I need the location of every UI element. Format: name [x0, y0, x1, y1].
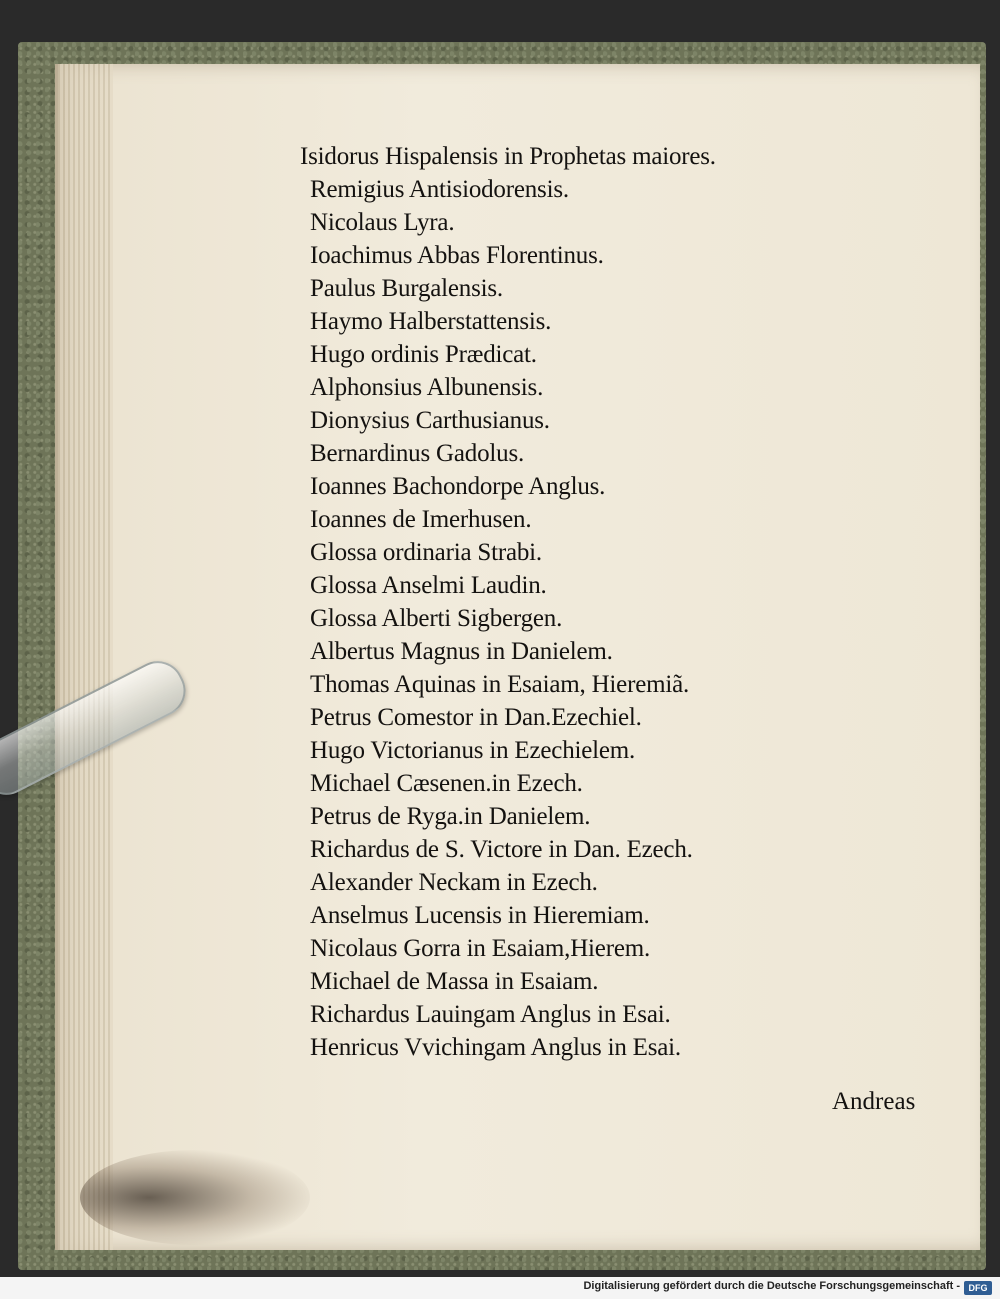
text-line: Albertus Magnus in Danielem.	[310, 638, 613, 665]
text-line: Hugo ordinis Prædicat.	[310, 341, 537, 368]
text-line: Paulus Burgalensis.	[310, 275, 503, 302]
text-line: Ioachimus Abbas Florentinus.	[310, 242, 604, 269]
text-line: Ioannes Bachondorpe Anglus.	[310, 473, 606, 500]
text-line: Alexander Neckam in Ezech.	[310, 869, 598, 896]
text-line: Alphonsius Albunensis.	[310, 374, 544, 401]
text-line: Richardus de S. Victore in Dan. Ezech.	[310, 836, 693, 863]
text-line: Thomas Aquinas in Esaiam, Hieremiã.	[310, 671, 690, 698]
text-line: Richardus Lauingam Anglus in Esai.	[310, 1001, 671, 1028]
page-stain	[80, 1150, 310, 1245]
text-line: Michael de Massa in Esaiam.	[310, 968, 599, 995]
catchword: Andreas	[832, 1088, 916, 1115]
catalogue-text	[300, 140, 860, 1064]
text-line: Remigius Antisiodorensis.	[310, 176, 569, 203]
text-line: Glossa Anselmi Laudin.	[310, 572, 547, 599]
text-line: Michael Cæsenen.in Ezech.	[310, 770, 583, 797]
text-line: Dionysius Carthusianus.	[310, 407, 550, 434]
text-line: Bernardinus Gadolus.	[310, 440, 525, 467]
text-line: Petrus de Ryga.in Danielem.	[310, 803, 591, 830]
text-line: Glossa Alberti Sigbergen.	[310, 605, 563, 632]
footer-bar	[0, 1277, 1000, 1299]
dfg-logo: DFG	[964, 1281, 992, 1295]
text-line: Nicolaus Gorra in Esaiam,Hierem.	[310, 935, 651, 962]
text-line: Ioannes de Imerhusen.	[310, 506, 532, 533]
text-line: Nicolaus Lyra.	[310, 209, 455, 236]
text-line: Anselmus Lucensis in Hieremiam.	[310, 902, 650, 929]
funding-credit: Digitalisierung gefördert durch die Deutsche Forschungsgemeinschaft -	[583, 1280, 960, 1292]
text-line: Petrus Comestor in Dan.Ezechiel.	[310, 704, 642, 731]
text-line: Haymo Halberstattensis.	[310, 308, 552, 335]
page-gutter	[58, 64, 113, 1250]
text-line: Hugo Victorianus in Ezechielem.	[310, 737, 636, 764]
text-line: Isidorus Hispalensis in Prophetas maiores.	[300, 143, 716, 170]
text-line: Glossa ordinaria Strabi.	[310, 539, 542, 566]
text-line: Henricus Vvichingam Anglus in Esai.	[310, 1034, 681, 1061]
